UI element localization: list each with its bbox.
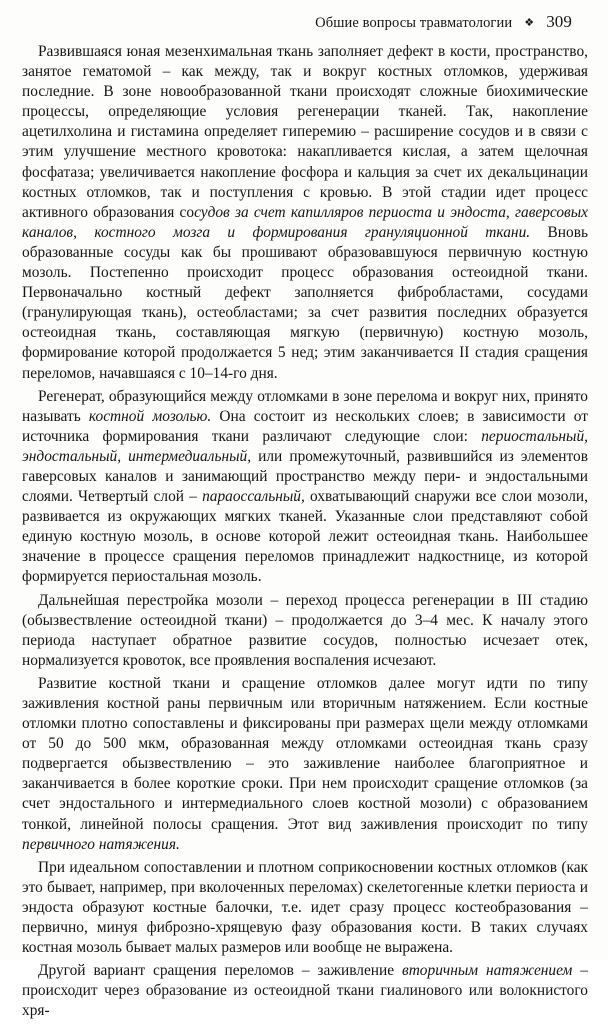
text-run: При идеальном сопоставлении и плотном соприкосновении костных отломков (как это бывает, например, при вколоченных переломах) скелетогенные клетки периоста и эндоста образуют костные балочки, т.е. идет сразу процесс костеобразования – первично, минуя фиброзно-хрящевую фазу образования кости. В таких случаях костная мозоль бывает малых размеров или вообще не выражена. xyxy=(22,858,588,957)
diamond-ornament-icon: ❖ xyxy=(524,17,535,29)
text-run: охватывающий снаружи все слои мозоли, развивается из окружающих мягких тканей. Указанные слои представляют собой единую костную мозоль, в основе которой лежит остеоидная ткань. Наибольшее значение в процессе сращения переломов принадлежит надкостнице, из которой формируется периостальная мозоль. xyxy=(22,488,588,586)
paragraph-1 xyxy=(22,42,588,384)
running-header xyxy=(315,12,572,32)
paragraph-2 xyxy=(22,387,588,588)
italic-term: периостальный, эндостальный, интермедиальный, xyxy=(22,427,588,465)
body-text xyxy=(22,42,588,1025)
text-run: Она состоит из нескольких слоев; в зависимости от источника формирования ткани различают следующие слои: xyxy=(22,407,588,445)
paragraph-4 xyxy=(22,674,588,855)
paragraph-5 xyxy=(22,858,588,958)
italic-term: костной мозолью. xyxy=(88,407,212,425)
text-run: Развитие костной ткани и сращение отломков далее могут идти по типу заживления костной раны первичным или вторичным натяжением. Если костные отломки плотно сопоставлены и фиксированы при размерах щели между отломками от 50 до 500 мкм, образованная между отломками остеоидная ткань сразу подвергается обызвествлению – это заживление наиболее благоприятное и заканчивается в более короткие сроки. При нем происходит сращение отломков (за счет эндостального и интермедиального слоев костной мозоли) с образованием тонкой, линейной полосы сращения. Этот вид заживления происходит по типу xyxy=(22,674,588,833)
text-run: Регенерат, образующийся между отломками в зоне перелома и вокруг них, принято называть xyxy=(22,387,588,425)
page-number: 309 xyxy=(546,12,572,31)
italic-term: первичного натяжения. xyxy=(22,835,180,853)
paragraph-3 xyxy=(22,591,588,671)
text-run: Дальнейшая перестройка мозоли – переход процесса регенерации в III стадию (обызвествление остеоидной ткани) – продолжается до 3–4 мес. К началу этого периода наступает обратное развитие сосудов, полностью исчезает отек, нормализуется кровоток, все проявления воспаления исчезают. xyxy=(22,591,588,669)
text-run: или промежуточный, развившийся из элементов гаверсовых каналов и занимающий пространство между пери- и эндостальными слоями. Четвертый слой – xyxy=(22,447,588,506)
italic-term: судов за счет капилляров периоста и эндоста, гаверсовых каналов, костного мозга и формирования грануляционной ткани. xyxy=(22,203,588,241)
text-run: Другой вариант сращения переломов – заживление xyxy=(38,962,403,980)
text-run: Вновь образованные сосуды как бы прошивают образовавшуюся первичную костную мозоль. Постепенно происходит процесс образования остеоидной ткани. Первоначально костный дефект заполняется фибробластами, сосудами (гранулирующая ткань), остеобластами; за счет развития последних образуется остеоидная ткань, составляющая мягкую (первичную) костную мозоль, формирование которой продолжается 5 нед; этим заканчивается II стадия сращения переломов, начавшаяся с 10–14-го дня. xyxy=(22,223,588,382)
running-header-title: Обшие вопросы травматологии xyxy=(315,15,513,31)
text-run: Развившаяся юная мезенхимальная ткань заполняет дефект в кости, пространство, занятое гематомой – как между, так и вокруг костных отломков, удерживая последние. В зоне новообразованной ткани происходят сложные биохимические процессы, определяющие условия регенерации тканей. Так, накопление ацетилхолина и гистамина определяет гиперемию – расширение сосудов и в связи с этим улучшение местного кровотока: накапливается кислая, а затем щелочная фосфатаза; увеличивается накопление фосфора и кальция за счет их декальцинации костных отломков, так и поступления с кровью. В этой стадии идет процесс активного образования со xyxy=(22,43,588,221)
paragraph-6 xyxy=(22,961,588,1021)
text-run: – происходит через образование из остеоидной ткани гиалинового или волокнистого хря- xyxy=(22,962,588,1020)
italic-term: параоссальный, xyxy=(202,488,305,506)
italic-term: вторичным натяжением xyxy=(402,962,573,980)
